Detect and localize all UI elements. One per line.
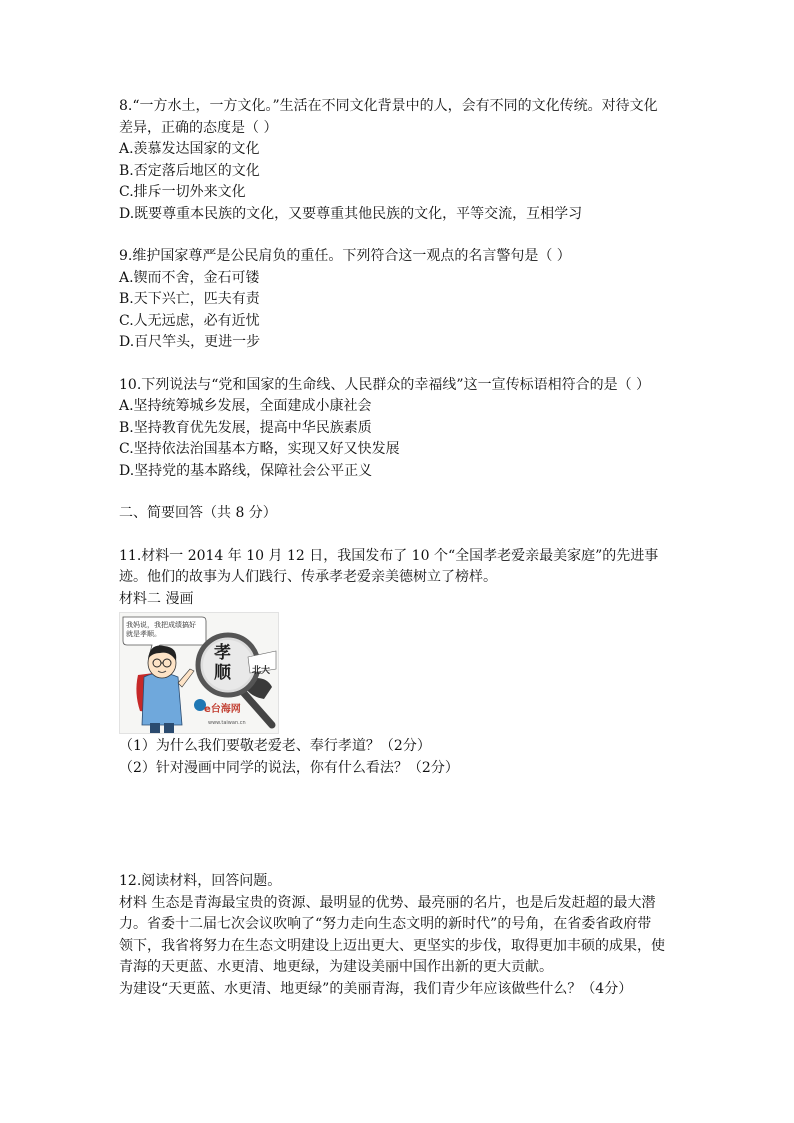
cartoon-logo-url: www.taiwan.cn: [208, 720, 246, 726]
q12-material-line2: 力。省委十二届七次会议吹响了“努力走向生态文明的新时代”的号角，在省委省政府带: [119, 916, 652, 932]
q12-material-line3: 领下，我省将努力在生态文明建设上迈出更大、更坚实的步伐，取得更加丰硕的成果，使: [119, 937, 665, 954]
q9-option-d: D.百尺竿头，更进一步: [119, 334, 261, 350]
answer-space: [119, 779, 679, 871]
q10-stem: 10.下列说法与“党和国家的生命线、人民群众的幸福线”这一宣传标语相符合的是（ ）: [119, 376, 651, 393]
q12-material-line4: 青海的天更蓝、水更清、地更绿，为建设美丽中国作出新的更大贡献。: [119, 959, 553, 975]
q10-option-c: C.坚持依法治国基本方略，实现又好又快发展: [119, 441, 400, 457]
exam-page: [119, 96, 679, 1000]
q8-stem-line2: 差异，正确的态度是（ ）: [119, 119, 278, 136]
q10-option-b: B.坚持教育优先发展，提高中华民族素质: [119, 419, 372, 436]
cartoon-logo: e台海网: [204, 704, 241, 715]
question-9: [119, 246, 679, 354]
cartoon-image: [119, 612, 279, 734]
q11-material2-label: 材料二 漫画: [119, 590, 194, 607]
q11-subquestion-1: （1）为什么我们要敬老爱老、奉行孝道？（2分）: [119, 738, 431, 754]
spacer: [119, 225, 679, 246]
q12-question: 为建设“天更蓝、水更清、地更绿”的美丽青海，我们青少年应该做些什么？（4分）: [119, 980, 633, 997]
q11-material1-line2: 迹。他们的故事为人们践行、传承孝老爱亲美德树立了榜样。: [119, 569, 497, 585]
question-11: [119, 546, 679, 780]
question-8: [119, 96, 679, 225]
q11-subquestion-2: （2）针对漫画中同学的说法，你有什么看法？（2分）: [119, 759, 459, 776]
cartoon-tag-label: 北大: [252, 666, 271, 676]
question-10: [119, 375, 679, 483]
q10-option-a: A.坚持统筹城乡发展，全面建成小康社会: [119, 398, 372, 414]
q8-option-a: A.羡慕发达国家的文化: [119, 141, 260, 157]
q8-option-d: D.既要尊重本民族的文化，又要尊重其他民族的文化，平等交流，互相学习: [119, 205, 583, 222]
q12-stem: 12.阅读材料，回答问题。: [119, 873, 282, 889]
q10-option-d: D.坚持党的基本路线，保障社会公平正义: [119, 462, 373, 479]
q9-option-c: C.人无远虑，必有近忧: [119, 312, 260, 329]
question-12: [119, 871, 679, 1000]
q9-option-a: A.锲而不舍，金石可镂: [119, 269, 260, 286]
q8-option-c: C.排斥一切外来文化: [119, 184, 246, 200]
spacer: [119, 482, 679, 503]
cartoon-speech-bubble: 我妈说，我把成绩搞好就是孝顺。: [126, 621, 196, 638]
spacer: [119, 525, 679, 546]
q12-material-line1: 材料 生态是青海最宝贵的资源、最明显的优势、最亮丽的名片，也是后发赶超的最大潜: [119, 894, 656, 911]
q8-stem-line1: 8.“一方水土，一方文化。”生活在不同文化背景中的人，会有不同的文化传统。对待文化: [119, 98, 658, 114]
q9-option-b: B.天下兴亡，匹夫有责: [119, 291, 260, 307]
q11-material1-line1: 11.材料一 2014 年 10 月 12 日，我国发布了 10 个“全国孝老爱亲最美家庭”的先进事: [119, 547, 659, 564]
q8-option-b: B.否定落后地区的文化: [119, 162, 260, 179]
spacer: [119, 354, 679, 375]
section-2-title: 二、简要回答（共 8 分）: [119, 505, 277, 521]
cartoon-lens-label: 孝顺: [214, 643, 231, 683]
q9-stem: 9.维护国家尊严是公民肩负的重任。下列符合这一观点的名言警句是（ ）: [119, 248, 571, 264]
